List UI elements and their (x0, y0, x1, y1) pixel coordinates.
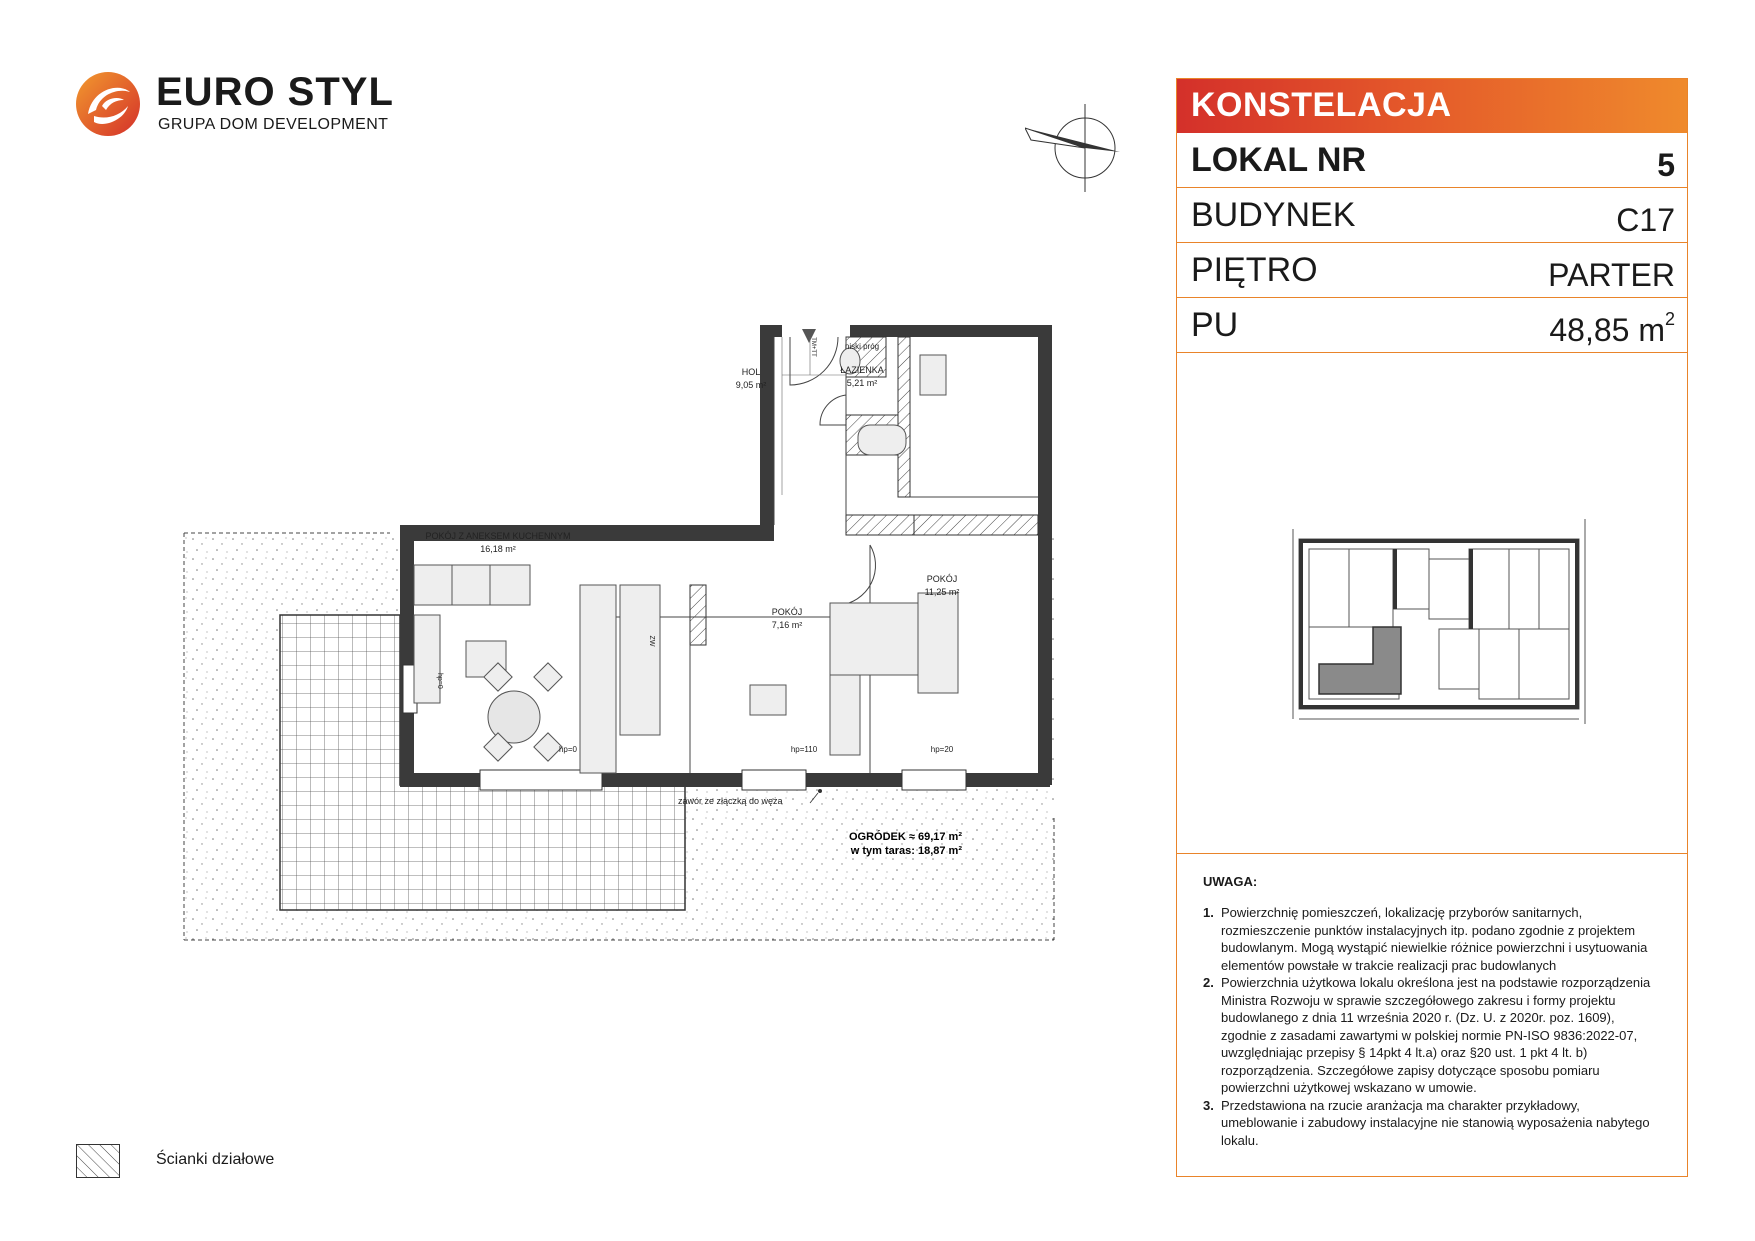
note-item (1203, 974, 1658, 1097)
note-number: 3. (1203, 1097, 1214, 1113)
note-number: 2. (1203, 975, 1214, 990)
room-hol-area: 9,05 m² (735, 380, 767, 390)
annotation-tm-tt: TM+TT (810, 337, 816, 357)
brand-logo (74, 68, 394, 140)
row-pu-label: PU (1191, 306, 1239, 344)
legend-label: Ścianki działowe (156, 1151, 275, 1168)
note-item (1203, 904, 1658, 974)
note-text: Przedstawiona na rzucie aranżacja ma charakter przykładowy, umeblowanie i zabudowy instalacyjne nie stanowią wyposażenia nabytego lokalu. (1221, 1097, 1650, 1148)
row-pu-number: 48,85 m (1549, 312, 1665, 348)
room-pokoj-large-area: 11,25 m² (924, 587, 960, 597)
room-lazienka-area: 5,21 m² (846, 378, 878, 388)
brand-name: EURO STYL (156, 70, 394, 114)
row-lokal-value: 5 (1657, 147, 1675, 183)
note-text: Powierzchnia użytkowa lokalu określona jest na podstawie rozporządzenia Ministra Rozwoju w sprawie szczegółowego zakresu i formy projektu budowlanego z dnia 11 września 2020 r. (Dz. U. z 2020r. poz. 1609), zgodnie z zasadami zawartymi w polskiej normie PN-ISO 9836:2022-07, uwzględniając przepisy § 14pkt 4 lt.a) oraz §20 ust. 1 pkt 4 lt. b) rozporządzenia. Szczegółowe zapisy dotyczące sposobu pomiaru powierzchni użytkowej wskazano w umowie. (1221, 975, 1651, 1095)
compass (1025, 100, 1125, 200)
note-number: 1. (1203, 905, 1214, 920)
euro-styl-logo-icon (74, 70, 142, 138)
annotation-hp20: hp=20 (930, 745, 954, 754)
row-pietro (1177, 243, 1687, 298)
row-pu-value (1549, 309, 1675, 349)
row-pu-unit-sup: 2 (1664, 309, 1675, 330)
room-pokoj-small-area: 7,16 m² (771, 620, 803, 630)
room-hol-name: HOL (741, 367, 761, 377)
garden-area: OGRÓDEK ≈ 69,17 m² (848, 831, 962, 843)
key-plan-highlighted-unit (1319, 627, 1401, 694)
row-budynek-value: C17 (1616, 202, 1675, 238)
room-pokoj-large-name: POKÓJ (926, 574, 958, 584)
annotation-hp0: hp=0 (558, 745, 578, 754)
brand-subtitle: GRUPA DOM DEVELOPMENT (158, 116, 389, 133)
row-budynek (1177, 188, 1687, 243)
note-text: Powierzchnię pomieszczeń, lokalizację przyborów sanitarnych, rozmieszczenie punktów instalacyjnych itp. podano zgodnie z projektem budowlanym. Mogą wystąpić niewielkie różnice powierzchni i usytuowania elementów powstałe w trakcie realizacji prac budowlanych (1221, 905, 1648, 973)
annotation-zw: ZW (648, 635, 655, 647)
terrace-area: w tym taras: 18,87 m² (850, 845, 962, 857)
legend (76, 1144, 376, 1180)
building-key-plan (1289, 519, 1589, 734)
row-pu (1177, 298, 1687, 353)
investment-title-bar (1177, 79, 1687, 133)
row-pietro-value: PARTER (1548, 257, 1675, 293)
row-budynek-label: BUDYNEK (1191, 196, 1356, 234)
annotation-hp0-window: hp=0 (436, 673, 443, 689)
notes-list (1203, 904, 1658, 1149)
floor-plan (170, 315, 1070, 945)
notes-heading: UWAGA: (1203, 874, 1258, 889)
notes-section (1177, 853, 1687, 1148)
room-salon-name: POKÓJ Z ANEKSEM KUCHENNYM (425, 531, 571, 541)
note-item (1203, 1097, 1658, 1150)
row-pietro-label: PIĘTRO (1191, 251, 1318, 289)
row-lokal-label: LOKAL NR (1191, 141, 1367, 179)
info-panel (1176, 78, 1688, 1177)
room-pokoj-small-name: POKÓJ (771, 607, 803, 617)
room-salon-area: 16,18 m² (480, 544, 516, 554)
north-arrow-icon (1025, 100, 1125, 200)
row-lokal (1177, 133, 1687, 188)
partition-wall-hatch-icon (76, 1144, 120, 1178)
annotation-hp110: hp=110 (790, 745, 818, 754)
room-lazienka-name: ŁAZIENKA (840, 365, 884, 375)
investment-name: KONSTELACJA (1191, 86, 1452, 124)
annotation-valve: zawór ze złączką do węża (678, 796, 783, 806)
annotation-niski-prog: niski próg (844, 342, 880, 351)
